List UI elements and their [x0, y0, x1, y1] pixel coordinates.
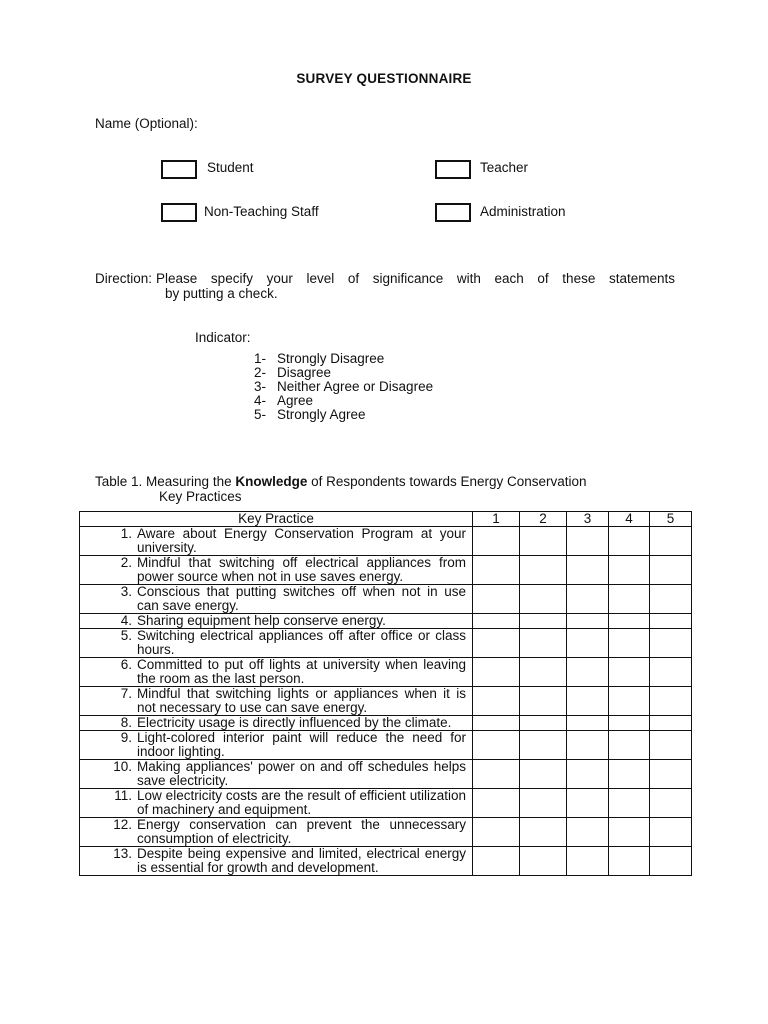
rating-cell-5[interactable] — [650, 818, 692, 847]
table-row — [80, 629, 692, 658]
table-row — [80, 658, 692, 687]
page-title: SURVEY QUESTIONNAIRE — [296, 71, 472, 86]
indicator-text: Disagree — [277, 365, 332, 380]
table-row — [80, 716, 692, 731]
indicator-number: 1- — [254, 351, 267, 366]
rating-cell-4[interactable] — [609, 760, 650, 789]
rating-cell-2[interactable] — [520, 629, 567, 658]
table-row — [80, 527, 692, 556]
header-key-practice: Key Practice — [80, 512, 473, 527]
rating-cell-2[interactable] — [520, 818, 567, 847]
key-practice-cell — [80, 789, 473, 818]
table-row — [80, 614, 692, 629]
item-text: Low electricity costs are the result of efficient utilization of machinery and equipment. — [137, 788, 466, 817]
item-text: Electricity usage is directly influenced by the climate. — [137, 715, 452, 730]
item-number: 1. — [120, 526, 132, 541]
rating-cell-5[interactable] — [650, 731, 692, 760]
indicator-item — [254, 380, 433, 394]
rating-cell-1[interactable] — [473, 789, 520, 818]
indicator-text: Strongly Agree — [277, 407, 366, 422]
indicator-item — [254, 366, 433, 380]
indicator-text: Strongly Disagree — [277, 351, 385, 366]
key-practice-cell — [80, 687, 473, 716]
rating-cell-1[interactable] — [473, 614, 520, 629]
table-row — [80, 687, 692, 716]
rating-cell-1[interactable] — [473, 527, 520, 556]
rating-cell-1[interactable] — [473, 847, 520, 876]
item-number: 6. — [120, 657, 132, 672]
indicator-text: Neither Agree or Disagree — [277, 379, 434, 394]
rating-cell-1[interactable] — [473, 731, 520, 760]
rating-cell-4[interactable] — [609, 716, 650, 731]
table-row — [80, 585, 692, 614]
table-row — [80, 556, 692, 585]
item-text: Despite being expensive and limited, electrical energy is essential for growth and development. — [137, 846, 466, 875]
item-number: 13. — [113, 846, 132, 861]
rating-cell-2[interactable] — [520, 789, 567, 818]
key-practice-cell — [80, 731, 473, 760]
rating-cell-3[interactable] — [567, 585, 609, 614]
rating-cell-1[interactable] — [473, 658, 520, 687]
rating-cell-2[interactable] — [520, 614, 567, 629]
key-practice-table — [79, 511, 692, 876]
rating-cell-5[interactable] — [650, 585, 692, 614]
table-caption-suffix: of Respondents towards Energy Conservation — [307, 474, 587, 489]
rating-cell-1[interactable] — [473, 629, 520, 658]
teacher-checkbox[interactable] — [435, 160, 471, 179]
indicator-number: 2- — [254, 365, 267, 380]
name-label: Name (Optional): — [95, 116, 198, 131]
rating-cell-4[interactable] — [609, 614, 650, 629]
rating-cell-2[interactable] — [520, 687, 567, 716]
table-caption-line-2: Key Practices — [159, 489, 242, 504]
rating-cell-3[interactable] — [567, 527, 609, 556]
rating-cell-5[interactable] — [650, 629, 692, 658]
rating-cell-3[interactable] — [567, 556, 609, 585]
rating-cell-2[interactable] — [520, 760, 567, 789]
item-number: 5. — [120, 628, 132, 643]
rating-cell-4[interactable] — [609, 527, 650, 556]
header-scale-1: 1 — [473, 512, 520, 527]
direction-line-1: Please specify your level of significance with each of these statements — [156, 271, 675, 286]
rating-cell-5[interactable] — [650, 658, 692, 687]
rating-cell-4[interactable] — [609, 556, 650, 585]
indicator-number: 3- — [254, 379, 267, 394]
indicator-text: Agree — [277, 393, 314, 408]
rating-cell-5[interactable] — [650, 687, 692, 716]
rating-cell-2[interactable] — [520, 658, 567, 687]
rating-cell-4[interactable] — [609, 658, 650, 687]
item-text: Making appliances' power on and off schedules helps save electricity. — [137, 759, 466, 788]
rating-cell-3[interactable] — [567, 614, 609, 629]
direction-text — [95, 271, 675, 301]
rating-cell-4[interactable] — [609, 818, 650, 847]
item-number: 10. — [113, 759, 132, 774]
indicator-item — [254, 408, 433, 422]
rating-cell-2[interactable] — [520, 716, 567, 731]
rating-cell-2[interactable] — [520, 527, 567, 556]
rating-cell-3[interactable] — [567, 731, 609, 760]
item-text: Energy conservation can prevent the unnecessary consumption of electricity. — [137, 817, 466, 846]
rating-cell-4[interactable] — [609, 847, 650, 876]
student-checkbox[interactable] — [161, 160, 197, 179]
indicator-number: 5- — [254, 407, 267, 422]
key-practice-cell — [80, 818, 473, 847]
rating-cell-4[interactable] — [609, 731, 650, 760]
rating-cell-2[interactable] — [520, 585, 567, 614]
rating-cell-5[interactable] — [650, 760, 692, 789]
header-scale-5: 5 — [650, 512, 692, 527]
header-scale-4: 4 — [609, 512, 650, 527]
item-number: 3. — [120, 584, 132, 599]
administration-label: Administration — [480, 204, 566, 219]
item-text: Mindful that switching lights or appliances when it is not necessary to use can save energy. — [137, 686, 466, 715]
key-practice-cell — [80, 614, 473, 629]
table-caption-bold: Knowledge — [235, 474, 308, 489]
item-number: 2. — [120, 555, 132, 570]
non-teaching-staff-checkbox[interactable] — [161, 203, 197, 222]
rating-cell-3[interactable] — [567, 789, 609, 818]
indicator-item — [254, 394, 433, 408]
key-practice-cell — [80, 847, 473, 876]
key-practice-cell — [80, 527, 473, 556]
item-text: Aware about Energy Conservation Program at your university. — [137, 526, 466, 555]
table-row — [80, 789, 692, 818]
item-number: 11. — [114, 788, 132, 803]
key-practice-cell — [80, 556, 473, 585]
key-practice-cell — [80, 760, 473, 789]
rating-cell-1[interactable] — [473, 716, 520, 731]
header-scale-2: 2 — [520, 512, 567, 527]
rating-cell-3[interactable] — [567, 818, 609, 847]
rating-cell-4[interactable] — [609, 629, 650, 658]
item-number: 9. — [120, 730, 132, 745]
key-practice-cell — [80, 629, 473, 658]
direction-label: Direction: — [95, 271, 153, 286]
administration-checkbox[interactable] — [435, 203, 471, 222]
rating-cell-1[interactable] — [473, 687, 520, 716]
rating-cell-2[interactable] — [520, 847, 567, 876]
rating-cell-5[interactable] — [650, 716, 692, 731]
item-text: Light-colored interior paint will reduce the need for indoor lighting. — [137, 730, 466, 759]
rating-cell-4[interactable] — [609, 789, 650, 818]
key-practice-cell — [80, 585, 473, 614]
rating-cell-3[interactable] — [567, 760, 609, 789]
rating-cell-1[interactable] — [473, 760, 520, 789]
direction-line-2: by putting a check. — [165, 286, 278, 301]
rating-cell-3[interactable] — [567, 847, 609, 876]
item-text: Switching electrical appliances off after office or class hours. — [137, 628, 466, 657]
rating-cell-2[interactable] — [520, 556, 567, 585]
rating-cell-5[interactable] — [650, 847, 692, 876]
non-teaching-staff-label: Non-Teaching Staff — [204, 204, 319, 219]
key-practice-cell — [80, 658, 473, 687]
table-row — [80, 818, 692, 847]
rating-cell-1[interactable] — [473, 818, 520, 847]
rating-cell-5[interactable] — [650, 789, 692, 818]
rating-cell-5[interactable] — [650, 556, 692, 585]
rating-cell-1[interactable] — [473, 556, 520, 585]
item-number: 8. — [120, 715, 132, 730]
item-text: Mindful that switching off electrical appliances from power source when not in use saves energy. — [137, 555, 466, 584]
item-text: Committed to put off lights at university when leaving the room as the last person. — [137, 657, 466, 686]
item-number: 12. — [113, 817, 132, 832]
indicator-item — [254, 352, 433, 366]
table-row — [80, 760, 692, 789]
table-caption-prefix: Table 1. Measuring the — [95, 474, 236, 489]
rating-cell-2[interactable] — [520, 731, 567, 760]
header-scale-3: 3 — [567, 512, 609, 527]
table-row — [80, 731, 692, 760]
table-header-row — [80, 512, 692, 527]
rating-cell-5[interactable] — [650, 614, 692, 629]
key-practice-cell — [80, 716, 473, 731]
rating-cell-3[interactable] — [567, 629, 609, 658]
indicator-list — [254, 352, 433, 422]
item-text: Conscious that putting switches off when not in use can save energy. — [137, 584, 466, 613]
rating-cell-3[interactable] — [567, 716, 609, 731]
rating-cell-1[interactable] — [473, 585, 520, 614]
item-number: 4. — [120, 613, 132, 628]
table-row — [80, 847, 692, 876]
student-label: Student — [207, 160, 254, 175]
item-text: Sharing equipment help conserve energy. — [137, 613, 386, 628]
teacher-label: Teacher — [480, 160, 529, 175]
indicator-number: 4- — [254, 393, 267, 408]
rating-cell-3[interactable] — [567, 687, 609, 716]
rating-cell-5[interactable] — [650, 527, 692, 556]
rating-cell-3[interactable] — [567, 658, 609, 687]
rating-cell-4[interactable] — [609, 687, 650, 716]
table-caption — [95, 474, 695, 504]
indicator-label: Indicator: — [195, 330, 251, 345]
rating-cell-4[interactable] — [609, 585, 650, 614]
item-number: 7. — [120, 686, 132, 701]
